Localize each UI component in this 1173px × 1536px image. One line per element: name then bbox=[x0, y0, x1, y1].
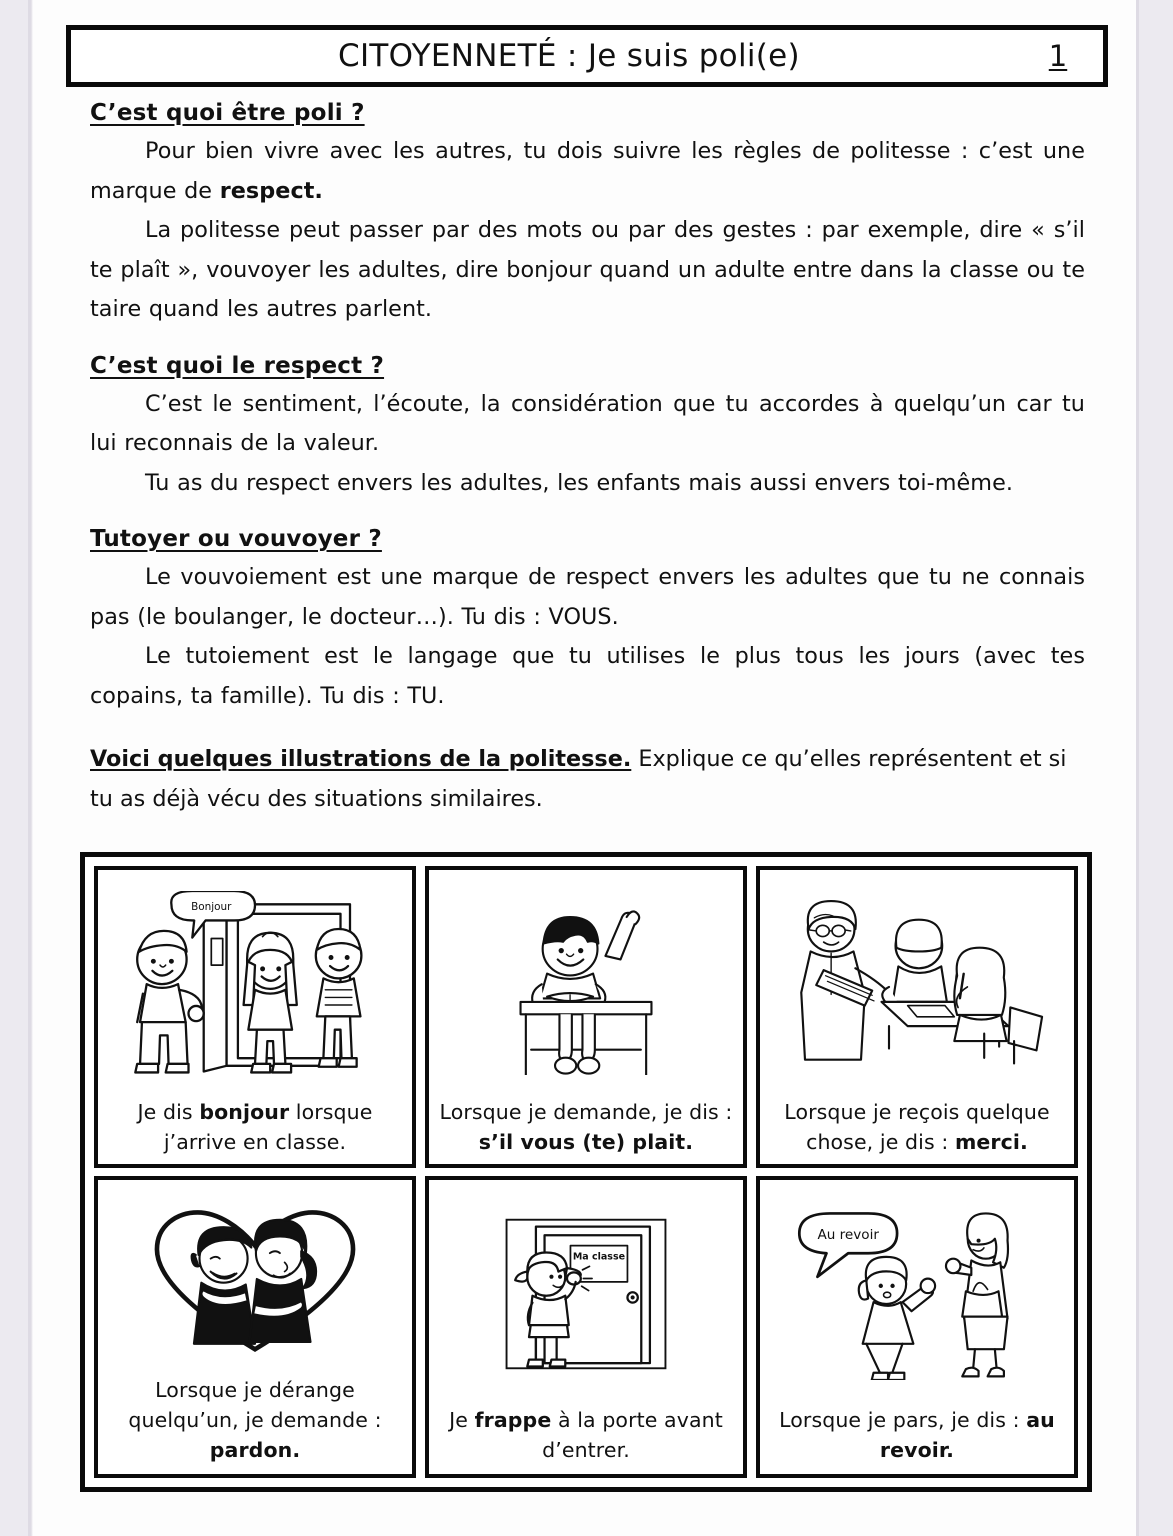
illustration-grid bbox=[80, 852, 1092, 1492]
illustration-art-raise-hand bbox=[429, 870, 743, 1097]
teacher-handing-papers-icon bbox=[777, 897, 1057, 1075]
worksheet-title-box bbox=[66, 25, 1108, 87]
illustration-art-knock-door bbox=[429, 1180, 743, 1405]
child-raising-hand-at-desk-icon bbox=[471, 897, 701, 1075]
paragraph-poli-1: Pour bien vivre avec les autres, tu dois suivre les règles de politesse : c’est une marque de respect. bbox=[90, 138, 1085, 204]
illustration-art-teacher-giving bbox=[760, 870, 1074, 1097]
illustration-row-1 bbox=[94, 866, 1078, 1168]
lead-in-rest: Explique ce qu’elles représentent et si tu as déjà vécu des situations similaires. bbox=[90, 746, 1067, 812]
illustration-cell-sil-vous-plait[interactable] bbox=[425, 866, 747, 1168]
caption-bonjour: Je dis bonjour lorsque j’arrive en classe. bbox=[137, 1100, 373, 1154]
caption-merci: Lorsque je reçois quelque chose, je dis : merci. bbox=[784, 1100, 1050, 1154]
section-heading-respect: C’est quoi le respect ? bbox=[90, 352, 385, 379]
paragraph-tutoyer-1: Le vouvoiement est une marque de respect envers les adultes que tu ne connais pas (le boulanger, le docteur…). Tu dis : VOUS. bbox=[90, 564, 1085, 630]
illustration-cell-pardon[interactable] bbox=[94, 1176, 416, 1478]
lesson-body bbox=[90, 100, 1085, 819]
illustrations-lead-in bbox=[90, 740, 1085, 819]
two-children-hugging-in-heart-icon bbox=[144, 1205, 366, 1353]
section-heading-tutoyer: Tutoyer ou vouvoyer ? bbox=[90, 526, 382, 552]
caption-pardon: Lorsque je dérange quelqu’un, je demande : pardon. bbox=[128, 1378, 382, 1462]
speech-bubble-au-revoir: Au revoir bbox=[817, 1226, 879, 1243]
caption-frapper: Je frappe à la porte avant d’entrer. bbox=[449, 1408, 723, 1462]
door-sign-line1: Ma classe bbox=[572, 1251, 626, 1263]
three-children-at-door-icon bbox=[112, 891, 398, 1081]
page-title: CITOYENNETÉ : Je suis poli(e) bbox=[338, 38, 800, 74]
page-number: 1 bbox=[1048, 39, 1068, 73]
illustration-row-2 bbox=[94, 1176, 1078, 1478]
illustration-cell-au-revoir[interactable] bbox=[756, 1176, 1078, 1478]
girl-waving-goodbye-icon bbox=[786, 1208, 1048, 1380]
illustration-art-bonjour bbox=[98, 870, 412, 1097]
boy-knocking-on-door-icon bbox=[491, 1216, 681, 1372]
section-heading-poli: C’est quoi être poli ? bbox=[90, 100, 365, 126]
caption-sil-vous-plait: Lorsque je demande, je dis : s’il vous (te) plait. bbox=[439, 1100, 733, 1154]
speech-bubble-bonjour: Bonjour bbox=[191, 900, 232, 913]
illustration-cell-bonjour[interactable] bbox=[94, 866, 416, 1168]
worksheet-page bbox=[33, 0, 1136, 1536]
illustration-cell-frapper[interactable] bbox=[425, 1176, 747, 1478]
paragraph-tutoyer-2: Le tutoiement est le langage que tu utilises le plus tous les jours (avec tes copains, ta famille). Tu dis : TU. bbox=[90, 643, 1085, 709]
illustration-cell-merci[interactable] bbox=[756, 866, 1078, 1168]
caption-au-revoir: Lorsque je pars, je dis : au revoir. bbox=[779, 1408, 1055, 1462]
illustration-art-hug-heart bbox=[98, 1180, 412, 1375]
illustration-art-goodbye bbox=[760, 1180, 1074, 1405]
paragraph-respect-1: C’est le sentiment, l’écoute, la considération que tu accordes à quelqu’un car tu lui reconnais de la valeur. bbox=[90, 390, 1085, 456]
paragraph-respect-2: Tu as du respect envers les adultes, les enfants mais aussi envers toi-même. bbox=[145, 469, 1013, 496]
lead-in-bold: Voici quelques illustrations de la politesse. bbox=[90, 746, 632, 772]
paragraph-poli-2: La politesse peut passer par des mots ou par des gestes : par exemple, dire « s’il te plaît », vouvoyer les adultes, dire bonjour quand un adulte entre dans la classe ou te taire quand les autres parlent. bbox=[90, 217, 1085, 322]
